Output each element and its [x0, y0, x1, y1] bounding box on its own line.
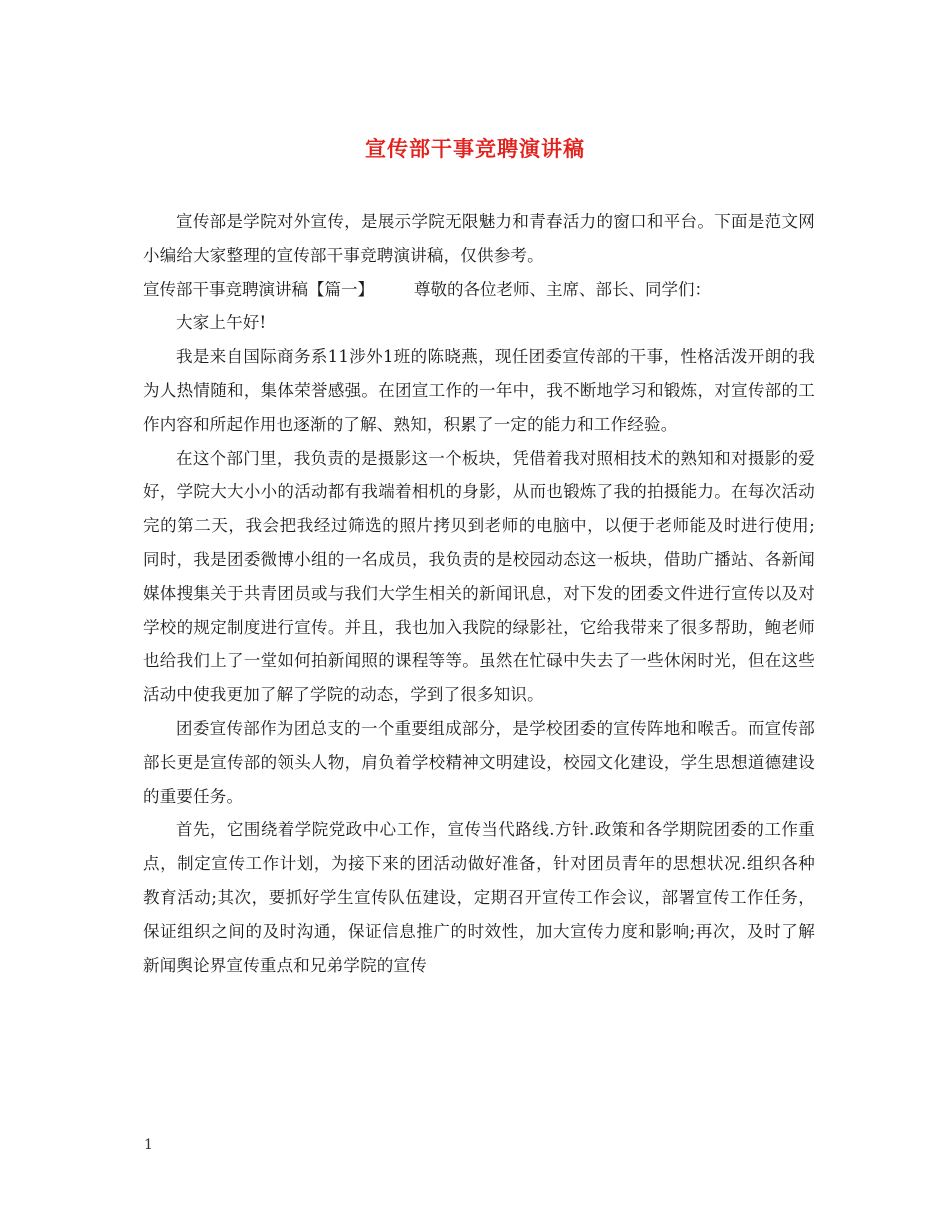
- body-paragraph: 在这个部门里，我负责的是摄影这一个板块，凭借着我对照相技术的熟知和对摄影的爱好，学院大大小小的活动都有我端着相机的身影，从而也锻炼了我的拍摄能力。在每次活动完的第二天，我会把我经过筛选的照片拷贝到老师的电脑中，以便于老师能及时进行使用;同时，我是团委微博小组的一名成员，我负责的是校园动态这一板块，借助广播站、各新闻媒体搜集关于共青团员或与我们大学生相关的新闻讯息，对下发的团委文件进行宣传以及对学校的规定制度进行宣传。并且，我也加入我院的绿影社，它给我带来了很多帮助，鲍老师也给我们上了一堂如何拍新闻照的课程等等。虽然在忙碌中失去了一些休闲时光，但在这些活动中使我更加了解了学院的动态，学到了很多知识。: [143, 448, 815, 705]
- salutation: 尊敬的各位老师、主席、部长、同学们：: [414, 279, 711, 299]
- body-paragraph: 我是来自国际商务系11涉外1班的陈晓燕，现任团委宣传部的干事，性格活泼开朗的我为人热情随和，集体荣誉感强。在团宣工作的一年中，我不断地学习和锻炼，对宣传部的工作内容和所起作用也逐渐的了解、熟知，积累了一定的能力和工作经验。: [143, 347, 815, 434]
- body-paragraph: 首先，它围绕着学院党政中心工作，宣传当代路线.方针.政策和各学期院团委的工作重点，制定宣传工作计划，为接下来的团活动做好准备，针对团员青年的思想状况.组织各种教育活动;其次，要抓好学生宣传队伍建设，定期召开宣传工作会议，部署宣传工作任务，保证组织之间的及时沟通，保证信息推广的时效性，加大宣传力度和影响;再次，及时了解新闻舆论界宣传重点和兄弟学院的宣传: [143, 820, 815, 975]
- section-heading-line: [143, 273, 815, 307]
- page-title: 宣传部干事竞聘演讲稿: [365, 136, 585, 161]
- greeting: 大家上午好!: [176, 313, 267, 333]
- document-body: [143, 205, 815, 982]
- page-number: 1: [144, 1137, 153, 1153]
- intro-paragraph: 宣传部是学院对外宣传，是展示学院无限魅力和青春活力的窗口和平台。下面是范文网小编给大家整理的宣传部干事竞聘演讲稿，仅供参考。: [143, 212, 815, 265]
- section-heading: 宣传部干事竞聘演讲稿【篇一】: [143, 279, 374, 299]
- body-paragraph: 团委宣传部作为团总支的一个重要组成部分，是学校团委的宣传阵地和喉舌。而宣传部部长更是宣传部的领头人物，肩负着学校精神文明建设，校园文化建设，学生思想道德建设的重要任务。: [143, 718, 815, 806]
